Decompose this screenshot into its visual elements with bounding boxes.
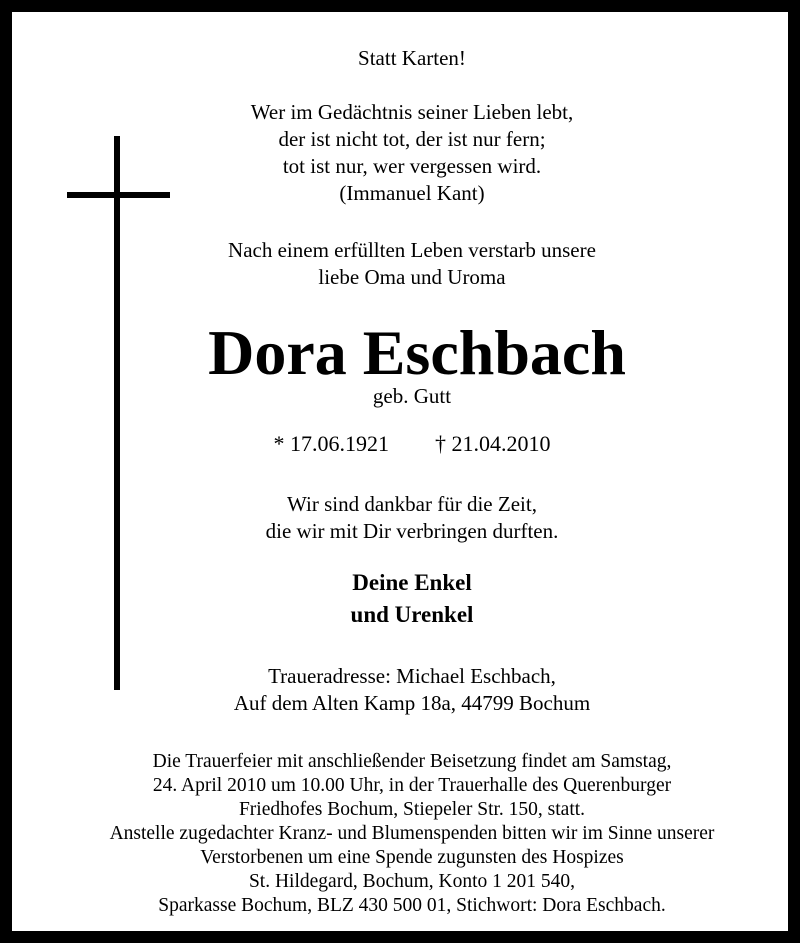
gratitude-line: die wir mit Dir verbringen durften. bbox=[265, 519, 559, 543]
details-line: Verstorbenen um eine Spende zugunsten des Hospizes bbox=[200, 847, 624, 868]
signers-line: Deine Enkel bbox=[352, 570, 472, 595]
signers-line: und Urenkel bbox=[350, 602, 474, 627]
deceased-name: Dora Eschbach bbox=[208, 317, 626, 388]
details-line: Die Trauerfeier mit anschließender Beisetzung findet am Samstag, bbox=[152, 751, 672, 772]
maiden-name: geb. Gutt bbox=[372, 384, 452, 408]
details-line: Sparkasse Bochum, BLZ 430 500 01, Stichwort: Dora Eschbach. bbox=[158, 895, 666, 916]
details-line: St. Hildegard, Bochum, Konto 1 201 540, bbox=[248, 871, 576, 892]
death-date: † 21.04.2010 bbox=[435, 431, 551, 456]
intro-line: Nach einem erfüllten Leben verstarb unsere bbox=[228, 238, 596, 262]
birth-date: * 17.06.1921 bbox=[273, 431, 389, 456]
address-line: Traueradresse: Michael Eschbach, bbox=[268, 664, 556, 688]
details-line: 24. April 2010 um 10.00 Uhr, in der Trauerhalle des Querenburger bbox=[152, 775, 672, 796]
quote-line: Wer im Gedächtnis seiner Lieben lebt, bbox=[250, 100, 574, 124]
details-line: Friedhofes Bochum, Stiepeler Str. 150, statt. bbox=[238, 799, 586, 820]
quote-line: tot ist nur, wer vergessen wird. bbox=[282, 154, 542, 178]
quote-author: (Immanuel Kant) bbox=[339, 181, 485, 205]
address-line: Auf dem Alten Kamp 18a, 44799 Bochum bbox=[233, 691, 591, 715]
quote-line: der ist nicht tot, der ist nur fern; bbox=[278, 127, 546, 151]
intro-line: liebe Oma und Uroma bbox=[318, 265, 506, 289]
header-text: Statt Karten! bbox=[358, 46, 466, 70]
gratitude-line: Wir sind dankbar für die Zeit, bbox=[287, 492, 537, 516]
life-dates bbox=[12, 430, 800, 458]
details-line: Anstelle zugedachter Kranz- und Blumenspenden bitten wir im Sinne unserer bbox=[109, 823, 715, 844]
